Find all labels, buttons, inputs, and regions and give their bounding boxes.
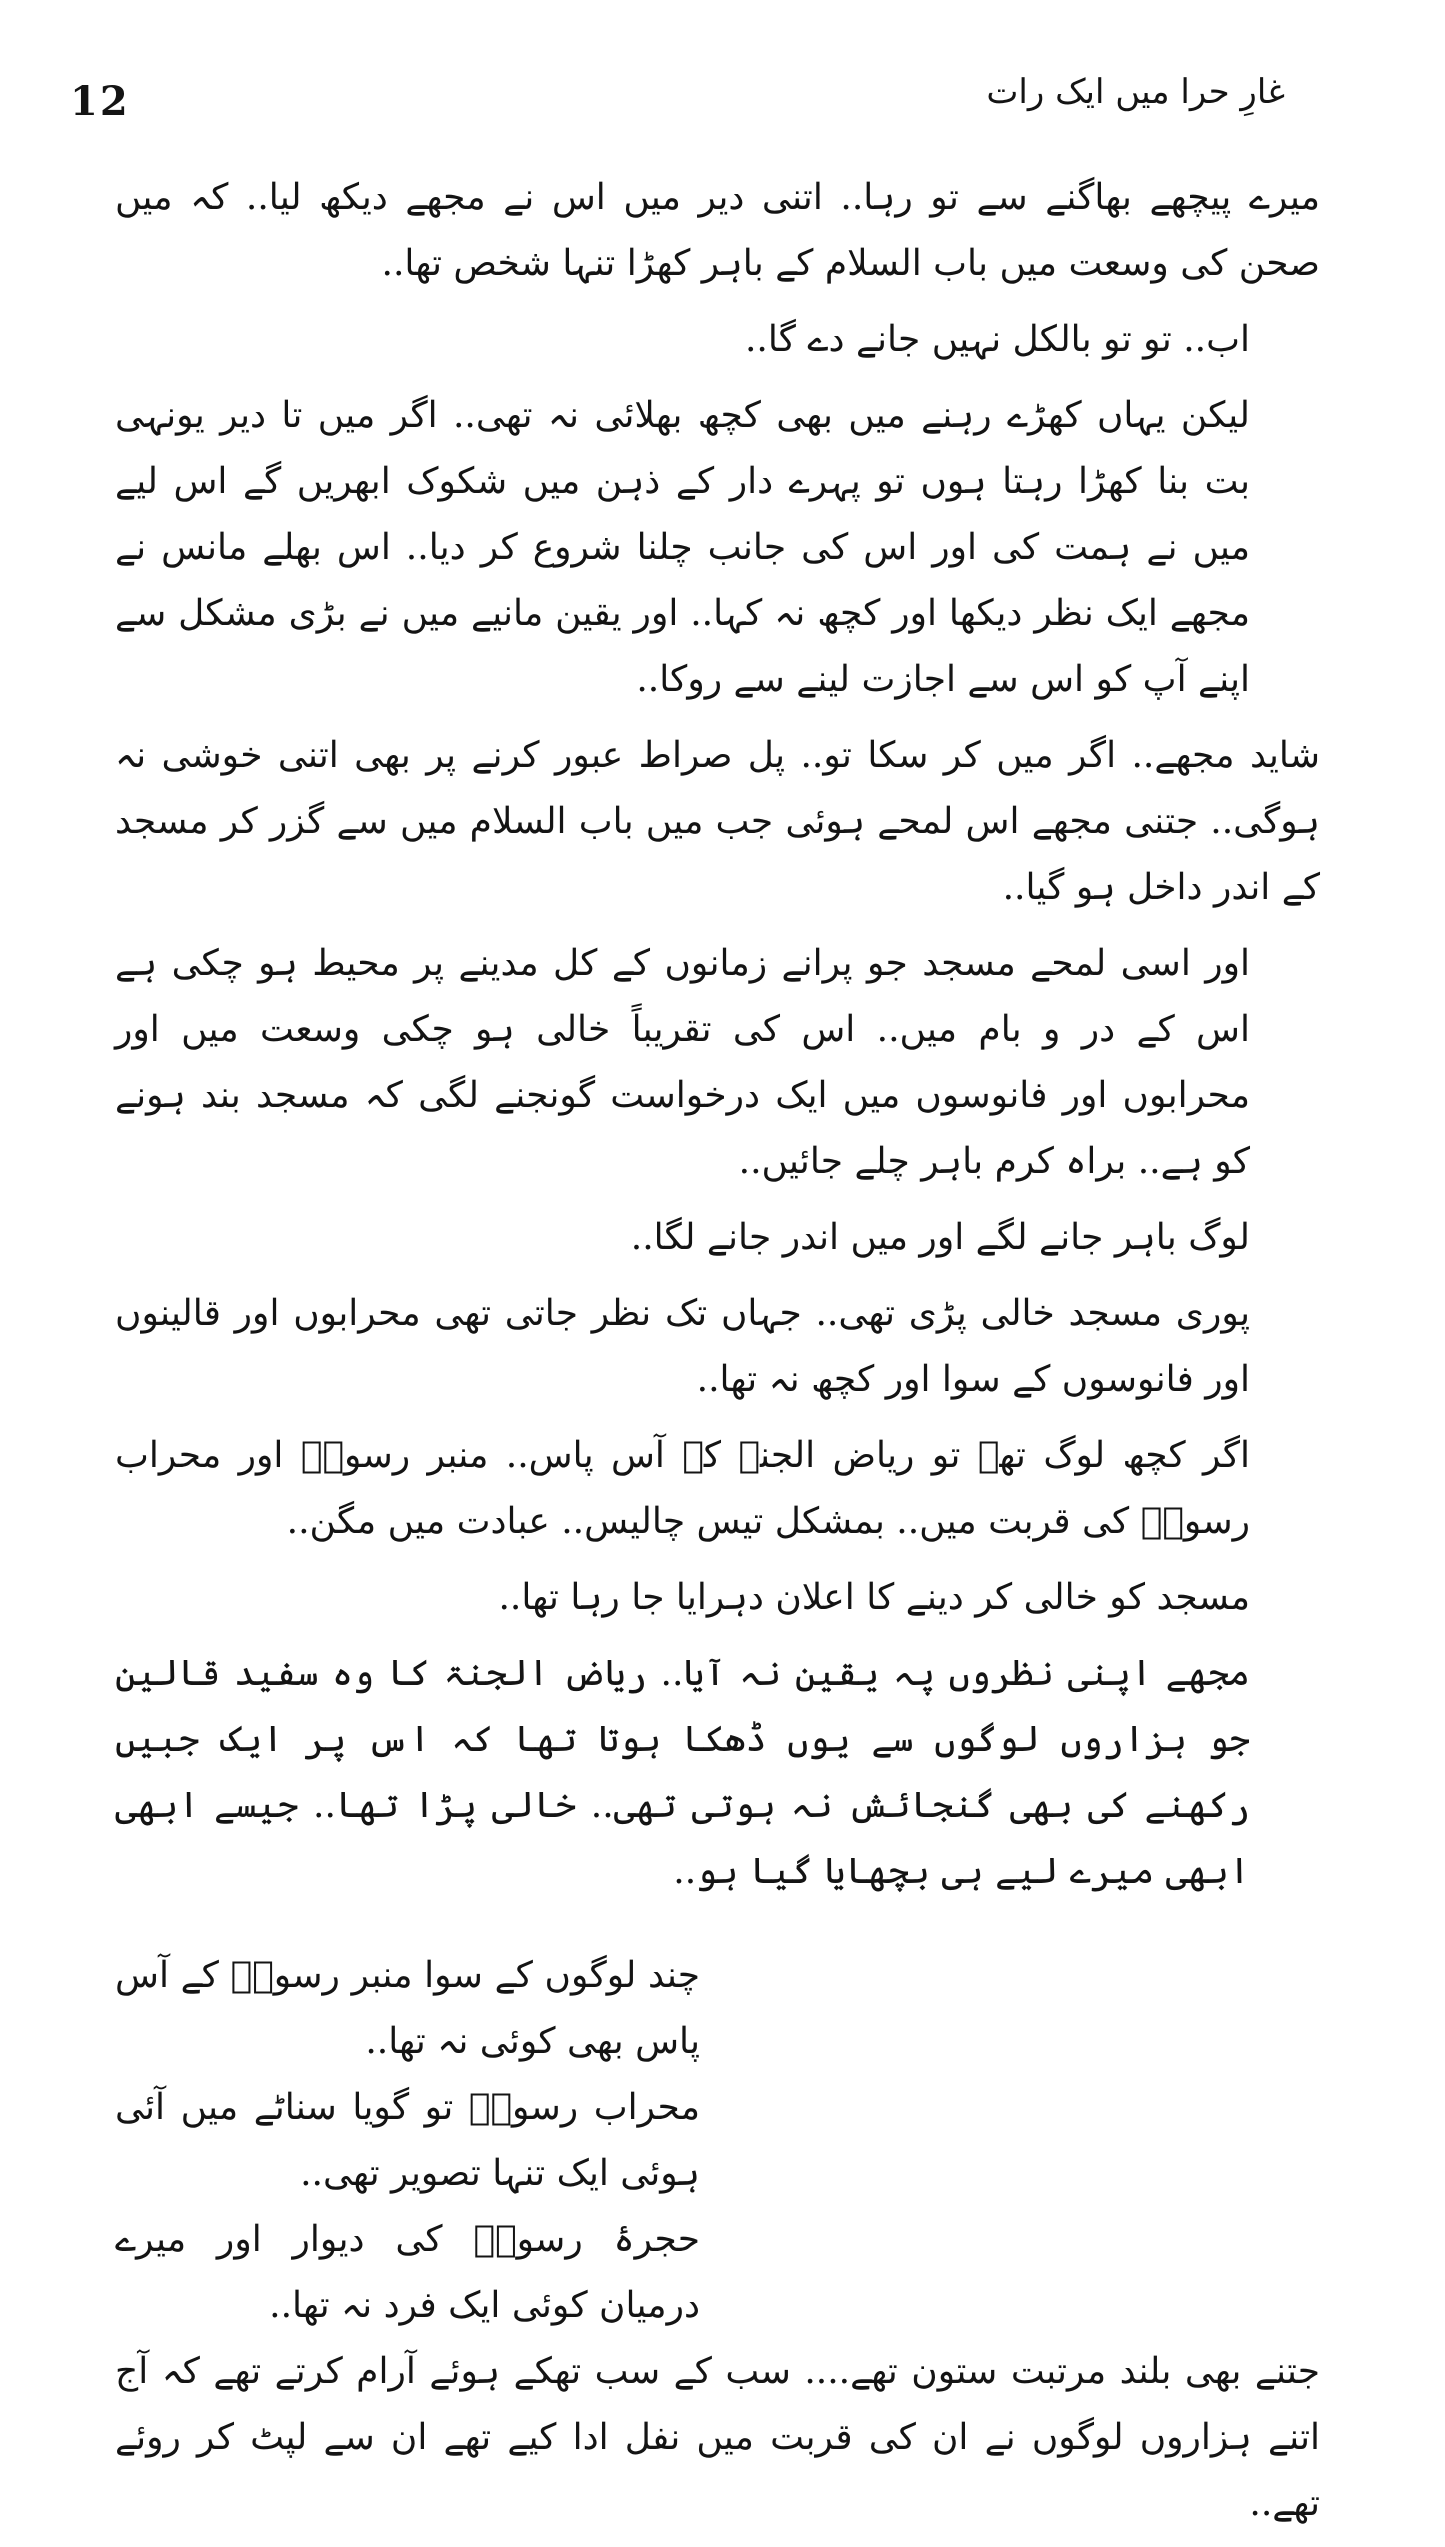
paragraph-11: چند لوگوں کے سوا منبر رسولؐ کے آس پاس بھی کوئی نہ تھا.. — [115, 1955, 700, 2062]
paragraph-6: لوگ باہر جانے لگے اور میں اندر جانے لگا.. — [630, 1217, 1250, 1258]
paragraph-13: حجرۂ رسولؐ کی دیوار اور میرے درمیان کوئی ایک فرد نہ تھا.. — [115, 2219, 700, 2326]
page-number: 12 — [70, 78, 130, 125]
running-title: غارِ حرا میں ایک رات — [986, 72, 1285, 112]
paragraph-5: اور اسی لمحے مسجد جو پرانے زمانوں کے کل مدینے پر محیط ہو چکی ہے اس کے در و بام میں.. اس کی تقریباً خالی ہو چکی وسعت میں اور محرابوں اور فانوسوں میں ایک درخواست گونجنے لگی کہ مسجد بند ہونے کو ہے.. براہ کرم باہر چلے جائیں.. — [115, 943, 1250, 1182]
paragraph-8: اگر کچھ لوگ تھے تو ریاض الجنۃ کے آس پاس.. منبر رسولؐ اور محراب رسولؐ کی قربت میں.. بمشکل تیس چالیس.. عبادت میں مگن.. — [115, 1435, 1250, 1542]
paragraph-1: میرے پیچھے بھاگنے سے تو رہا.. اتنی دیر میں اس نے مجھے دیکھ لیا.. کہ میں صحن کی وسعت میں باب السلام کے باہر کھڑا تنہا شخص تھا.. — [115, 177, 1320, 284]
page-header — [70, 72, 1285, 142]
body-text — [115, 165, 1320, 2547]
paragraph-7: پوری مسجد خالی پڑی تھی.. جہاں تک نظر جاتی تھی محرابوں اور قالینوں اور فانوسوں کے سوا اور کچھ نہ تھا.. — [115, 1293, 1250, 1400]
paragraph-14: جتنے بھی بلند مرتبت ستون تھے.... سب کے سب تھکے ہوئے آرام کرتے تھے کہ آج اتنے ہزاروں لوگوں نے ان کی قربت میں نفل ادا کیے تھے ان سے لپٹ کر روئے تھے.. — [115, 2351, 1320, 2524]
paragraph-9: مسجد کو خالی کر دینے کا اعلان دہرایا جا رہا تھا.. — [498, 1577, 1250, 1618]
paragraph-10: مجھے اپنی نظروں پہ یقین نہ آیا.. ریاض الجنۃ کا وہ سفید قالین جو ہزاروں لوگوں سے یوں ڈھکا ہوتا تھا کہ اس پر ایک جبیں رکھنے کی بھی گنجائش نہ ہوتی تھی.. خالی پڑا تھا.. جیسے ابھی ابھی میرے لیے ہی بچھایا گیا ہو.. — [115, 1653, 1250, 1892]
section-gap — [115, 1915, 1320, 1943]
paragraph-2: اب.. تو تو بالکل نہیں جانے دے گا.. — [744, 319, 1250, 360]
paragraph-12: محراب رسولؐ تو گویا سناٹے میں آئی ہوئی ایک تنہا تصویر تھی.. — [115, 2087, 700, 2194]
paragraph-4: شاید مجھے.. اگر میں کر سکا تو.. پل صراط عبور کرنے پر بھی اتنی خوشی نہ ہوگی.. جتنی مجھے اس لمحے ہوئی جب میں باب السلام میں سے گزر کر مسجد کے اندر داخل ہو گیا.. — [115, 735, 1320, 908]
paragraph-3: لیکن یہاں کھڑے رہنے میں بھی کچھ بھلائی نہ تھی.. اگر میں تا دیر یونہی بت بنا کھڑا رہتا ہوں تو پہرے دار کے ذہن میں شکوک ابھریں گے اس لیے میں نے ہمت کی اور اس کی جانب چلنا شروع کر دیا.. اس بھلے مانس نے مجھے ایک نظر دیکھا اور کچھ نہ کہا.. اور یقین مانیے میں نے بڑی مشکل سے اپنے آپ کو اس سے اجازت لینے سے روکا.. — [115, 395, 1251, 700]
